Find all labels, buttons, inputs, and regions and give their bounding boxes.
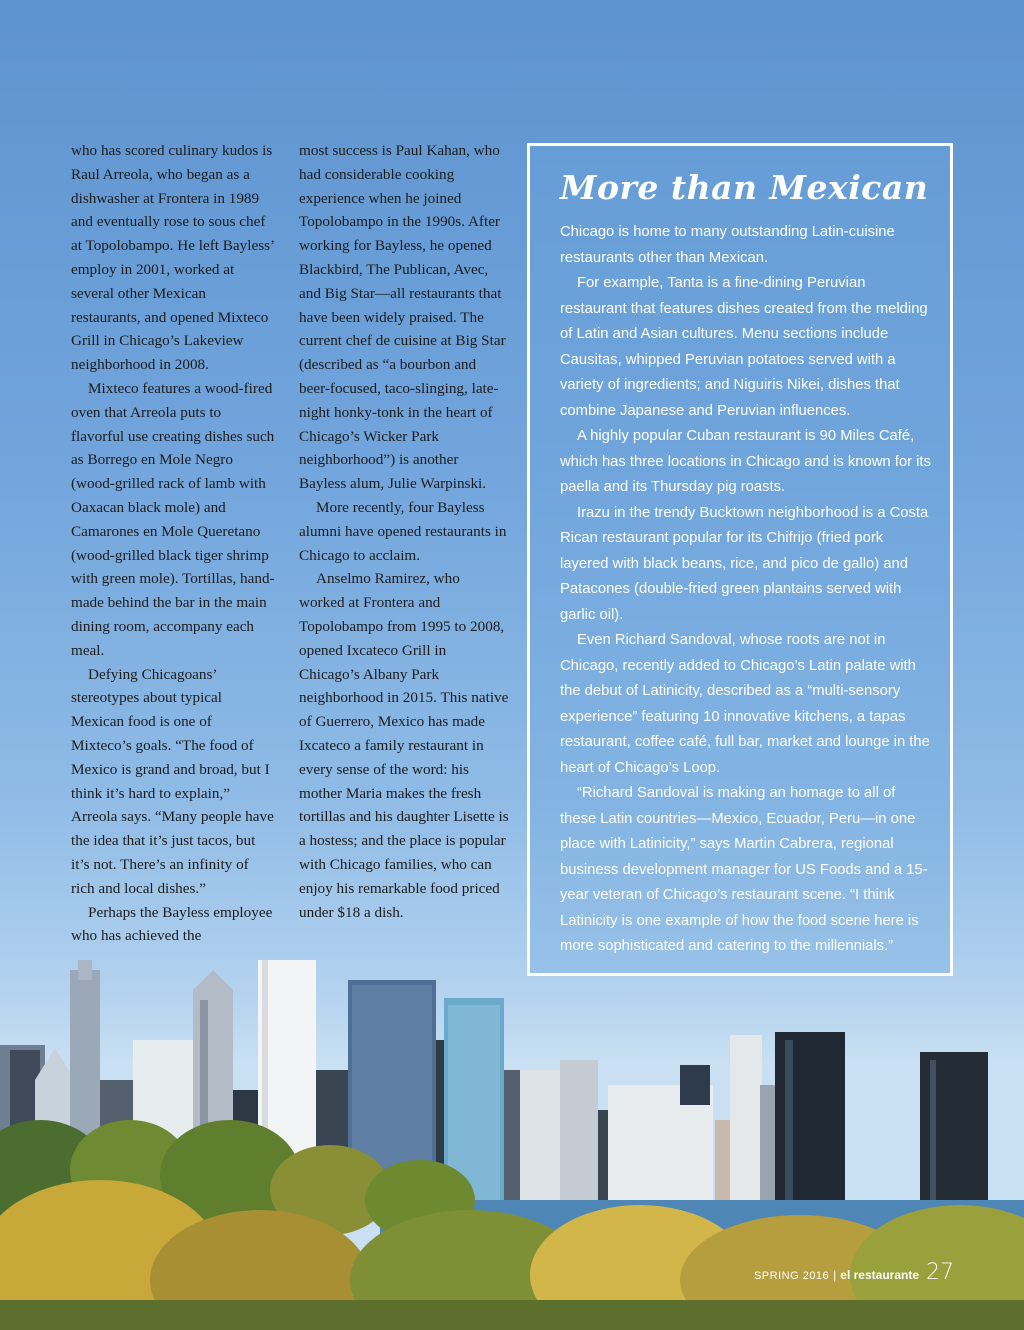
article-column-1 <box>71 139 276 948</box>
paragraph: More recently, four Bayless alumni have opened restaurants in Chicago to acclaim. <box>299 498 507 564</box>
issue-season: SPRING 2016 <box>753 1270 830 1282</box>
sidebar-paragraph: Chicago is home to many outstanding Latin-cuisine restaurants other than Mexican. <box>560 224 895 266</box>
magazine-name: el restaurante <box>840 1268 919 1282</box>
sidebar-paragraph: Irazu in the trendy Bucktown neighborhood is a Costa Rican restaurant popular for its Chifrijo (fried pork layered with black beans, rice, and pico de gallo) and Patacones (double-fried green plantains served with garlic oil). <box>560 504 929 623</box>
paragraph: Defying Chicagoans’ stereotypes about typical Mexican food is one of Mixteco’s goals. “The food of Mexico is grand and broad, but I think it’s hard to explain,” Arreola says. “Many people have the idea that it’s just tacos, but it’s not. There’s an infinity of rich and local dishes.” <box>71 665 274 897</box>
sidebar-paragraph: Even Richard Sandoval, whose roots are not in Chicago, recently added to Chicago’s Latin palate with the debut of Latinicity, described as a “multi-sensory experience” featuring 10 innovative kitchens, a tapas restaurant, coffee café, full bar, market and lounge in the heart of Chicago’s Loop. <box>560 632 930 776</box>
sidebar-paragraph: For example, Tanta is a fine-dining Peruvian restaurant that features dishes created from the melding of Latin and Asian cultures. Menu sections include Causitas, whipped Peruvian potatoes served with a variety of ingredients; and Niguiris Nikei, dishes that combine Japanese and Peruvian influences. <box>560 275 928 419</box>
paragraph: Perhaps the Bayless employee who has achieved the <box>71 903 273 945</box>
page-number: 27 <box>926 1260 954 1285</box>
paragraph: most success is Paul Kahan, who had considerable cooking experience when he joined Topolobampo in the 1990s. After working for Bayless, he opened Blackbird, The Publican, Avec, and Big Star—all restaurants that have been widely praised. The current chef de cuisine at Big Star (described as “a bourbon and beer-focused, taco-slinging, late-night honky-tonk in the heart of Chicago’s Wicker Park neighborhood”) is another Bayless alum, Julie Warpinski. <box>299 142 506 493</box>
sidebar-title: More than Mexican <box>560 168 929 207</box>
page-footer <box>754 1260 954 1285</box>
sidebar-paragraph: A highly popular Cuban restaurant is 90 Miles Café, which has three locations in Chicago and is known for its paella and its Thursday pig roasts. <box>560 428 931 495</box>
sidebar-body <box>560 220 935 960</box>
paragraph: Mixteco features a wood-fired oven that Arreola puts to flavorful use creating dishes such as Borrego en Mole Negro (wood-grilled rack of lamb with Oaxacan black mole) and Camarones en Mole Queretano (wood-grilled black tiger shrimp with green mole). Tortillas, hand-made behind the bar in the main dining room, accompany each meal. <box>71 379 275 659</box>
paragraph: who has scored culinary kudos is Raul Arreola, who began as a dishwasher at Frontera in 1989 and eventually rose to sous chef at Topolobampo. He left Bayless’ employ in 2001, worked at several other Mexican restaurants, and opened Mixteco Grill in Chicago’s Lakeview neighborhood in 2008. <box>71 142 274 374</box>
footer-separator: | <box>833 1268 837 1282</box>
sidebar-paragraph: “Richard Sandoval is making an homage to all of these Latin countries—Mexico, Ecuador, Peru—in one place with Latinicity,” says Martin Cabrera, regional business development manager for US Foods and a 15-year veteran of Chicago’s restaurant scene. “I think Latinicity is one example of how the food scene here is more sophisticated and catering to the millennials.” <box>560 785 928 954</box>
sidebar-box <box>527 143 953 976</box>
paragraph: Anselmo Ramirez, who worked at Frontera and Topolobampo from 1995 to 2008, opened Ixcateco Grill in Chicago’s Albany Park neighborhood in 2015. This native of Guerrero, Mexico has made Ixcateco a family restaurant in every sense of the word: his mother Maria makes the fresh tortillas and his daughter Lisette is a hostess; and the place is popular with Chicago families, who can enjoy his remarkable food priced under $18 a dish. <box>299 570 509 921</box>
article-column-2 <box>299 139 509 924</box>
